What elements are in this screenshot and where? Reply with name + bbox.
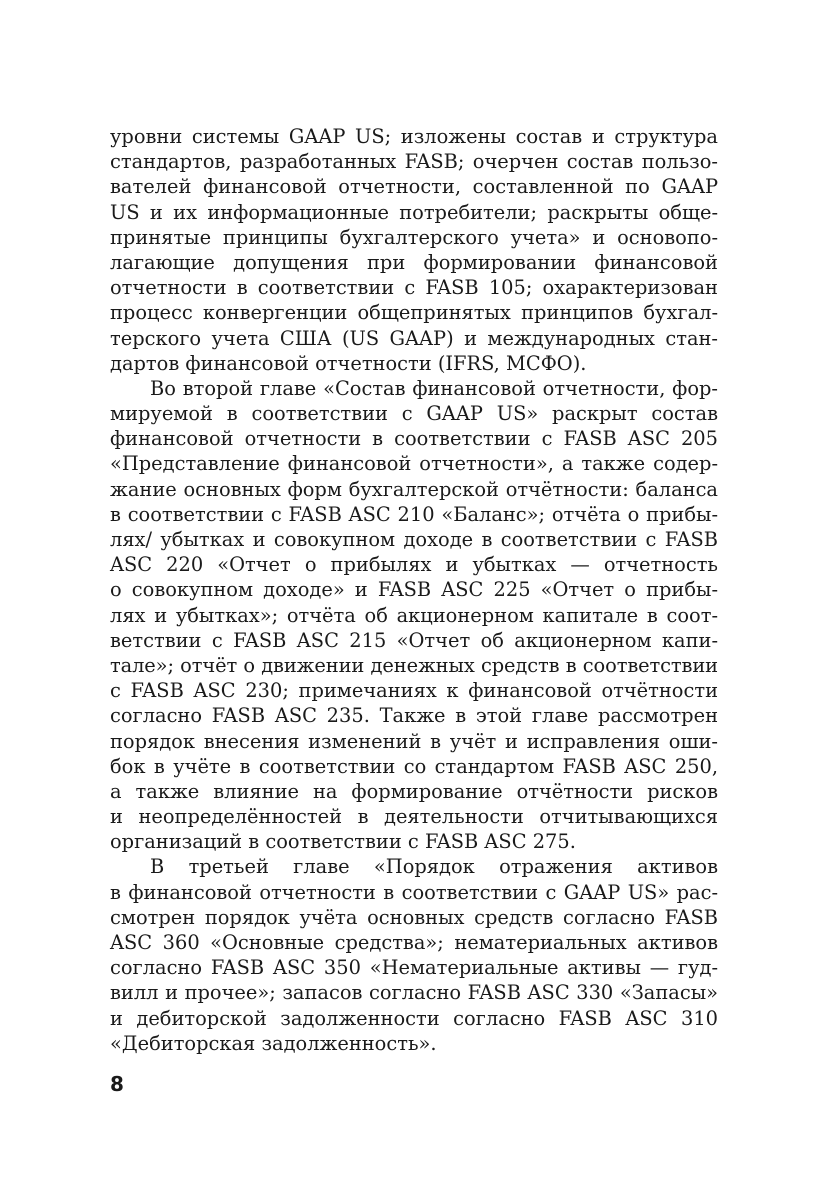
text-line: лагающие допущения при формировании финансовой	[110, 250, 718, 274]
text-line: смотрен порядок учёта основных средств согласно FASB	[110, 905, 718, 929]
text-line: ASC 360 «Основные средства»; нематериальных активов	[110, 931, 718, 954]
page-number: 8	[110, 1072, 124, 1096]
text-line: ветствии с FASB ASC 215 «Отчет об акционерном капи-	[110, 628, 718, 652]
text-line: и дебиторской задолженности согласно FASB ASC 310	[110, 1006, 718, 1030]
text-line: принятые принципы бухгалтерского учета» и основопо-	[110, 225, 718, 249]
text-line: тале»; отчёт о движении денежных средств в соответствии	[110, 653, 718, 677]
text-line: в соответствии с FASB ASC 210 «Баланс»; отчёта о прибы-	[110, 502, 718, 526]
text-line: в финансовой отчетности в соответствии с GAAP US» рас-	[110, 880, 718, 904]
text-line: а также влияние на формирование отчётности рисков	[110, 779, 718, 803]
text-line: US и их информационные потребители; раскрыты обще-	[110, 200, 718, 224]
paragraph-1	[110, 124, 718, 376]
text-line: отчетности в соответствии с FASB 105; охарактеризован	[110, 276, 718, 300]
text-line: «Представление финансовой отчетности», а также содер-	[110, 452, 718, 476]
text-line: процесс конвергенции общепринятых принципов бухгал-	[110, 301, 718, 325]
text-line: организаций в соответствии с FASB ASC 275.	[110, 830, 576, 854]
text-line: и неопределённостей в деятельности отчитывающихся	[110, 805, 718, 829]
text-line: с FASB ASC 230; примечаниях к финансовой отчётности	[110, 679, 718, 703]
text-line: согласно FASB ASC 350 «Нематериальные активы — гуд-	[110, 956, 718, 980]
text-line: лях и убытках»; отчёта об акционерном капитале в соот-	[110, 603, 718, 627]
text-line: согласно FASB ASC 235. Также в этой главе рассмотрен	[110, 704, 718, 728]
text-line: жание основных форм бухгалтерской отчётности: баланса	[110, 477, 718, 501]
text-line: ASC 220 «Отчет о прибылях и убытках — отчетность	[110, 553, 718, 577]
text-line: уровни системы GAAP US; изложены состав и структура	[110, 125, 718, 148]
paragraph-3	[110, 854, 718, 1056]
text-line: вателей финансовой отчетности, составленной по GAAP	[110, 175, 718, 199]
text-line: В третьей главе «Порядок отражения активов	[150, 855, 718, 879]
text-line: терского учета США (US GAAP) и международных стан-	[110, 326, 718, 350]
text-line: Во второй главе «Состав финансовой отчетности, фор-	[150, 376, 718, 400]
text-line: о совокупном доходе» и FASB ASC 225 «Отчет о прибы-	[110, 578, 718, 602]
text-line: бок в учёте в соответствии со стандартом FASB ASC 250,	[110, 754, 718, 778]
text-line: финансовой отчетности в соответствии с FASB ASC 205	[110, 427, 718, 451]
text-line: стандартов, разработанных FASB; очерчен состав пользо-	[110, 150, 718, 174]
text-line: порядок внесения изменений в учёт и исправления оши-	[110, 729, 718, 753]
paragraph-2	[110, 376, 718, 855]
body-text	[110, 124, 718, 1056]
text-line: вилл и прочее»; запасов согласно FASB ASC 330 «Запасы»	[110, 981, 718, 1005]
text-line: дартов финансовой отчетности (IFRS, МСФО).	[110, 351, 587, 375]
text-line: лях/ убытках и совокупном доходе в соответствии с FASB	[110, 528, 718, 551]
text-line: «Дебиторская задолженность».	[110, 1031, 437, 1055]
text-line: мируемой в соответствии с GAAP US» раскрыт состав	[110, 402, 718, 426]
